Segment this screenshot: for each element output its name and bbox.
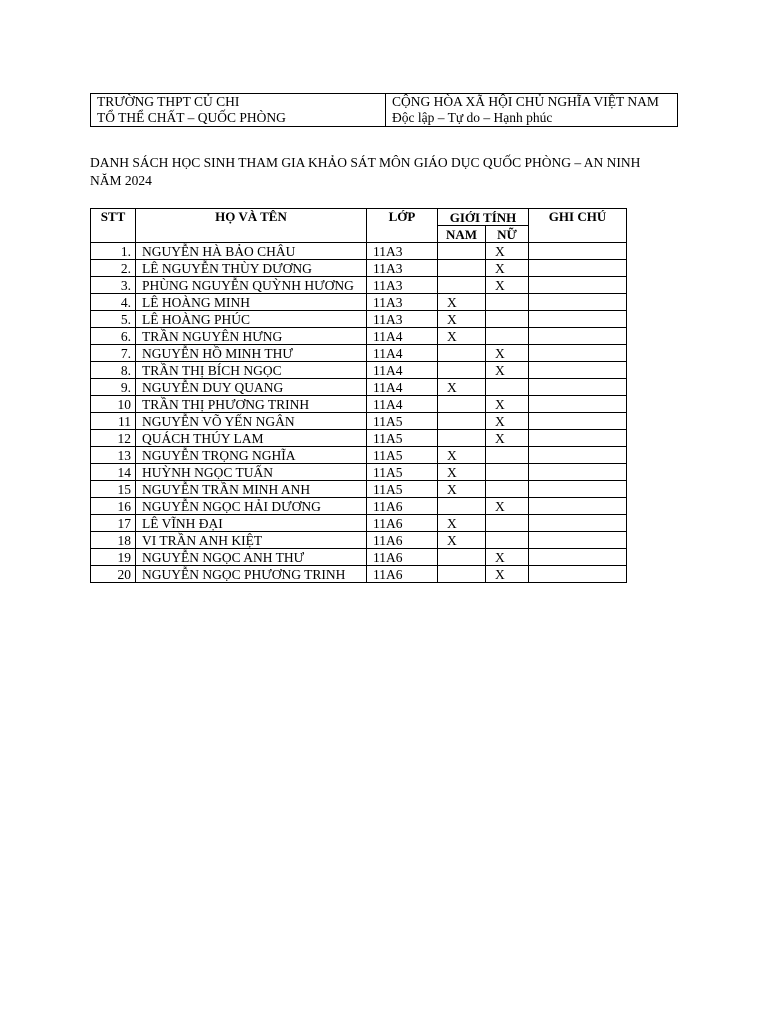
table-row — [91, 277, 627, 294]
row-male-mark — [438, 396, 486, 413]
row-class: 11A4 — [367, 328, 438, 345]
row-female-mark — [486, 328, 529, 345]
school-info — [91, 94, 386, 127]
row-stt: 8. — [91, 362, 136, 379]
table-row — [91, 481, 627, 498]
row-class: 11A4 — [367, 379, 438, 396]
row-class: 11A3 — [367, 294, 438, 311]
row-male-mark — [438, 243, 486, 260]
row-male-mark: X — [438, 532, 486, 549]
table-row — [91, 532, 627, 549]
row-name: NGUYỄN NGỌC HẢI DƯƠNG — [136, 498, 367, 515]
row-stt: 14 — [91, 464, 136, 481]
row-class: 11A6 — [367, 498, 438, 515]
row-female-mark: X — [486, 243, 529, 260]
table-row — [91, 362, 627, 379]
row-female-mark: X — [486, 362, 529, 379]
row-note — [529, 515, 627, 532]
row-class: 11A6 — [367, 515, 438, 532]
row-female-mark — [486, 447, 529, 464]
row-name: NGUYỄN HỒ MINH THƯ — [136, 345, 367, 362]
header-name: HỌ VÀ TÊN — [136, 209, 367, 243]
row-class: 11A4 — [367, 362, 438, 379]
row-class: 11A4 — [367, 396, 438, 413]
row-stt: 5. — [91, 311, 136, 328]
row-female-mark — [486, 532, 529, 549]
row-class: 11A3 — [367, 243, 438, 260]
table-row — [91, 396, 627, 413]
row-note — [529, 328, 627, 345]
row-stt: 9. — [91, 379, 136, 396]
row-stt: 2. — [91, 260, 136, 277]
row-class: 11A6 — [367, 532, 438, 549]
row-note — [529, 396, 627, 413]
row-note — [529, 413, 627, 430]
row-female-mark — [486, 464, 529, 481]
row-male-mark — [438, 277, 486, 294]
row-note — [529, 481, 627, 498]
row-female-mark: X — [486, 413, 529, 430]
row-male-mark: X — [438, 481, 486, 498]
national-motto — [386, 94, 678, 127]
row-note — [529, 260, 627, 277]
table-row — [91, 243, 627, 260]
table-row — [91, 566, 627, 583]
row-male-mark — [438, 549, 486, 566]
row-class: 11A3 — [367, 260, 438, 277]
row-note — [529, 379, 627, 396]
header-class: LỚP — [367, 209, 438, 243]
title-line-2: NĂM 2024 — [90, 173, 152, 188]
row-stt: 7. — [91, 345, 136, 362]
row-stt: 12 — [91, 430, 136, 447]
row-male-mark: X — [438, 328, 486, 345]
row-class: 11A5 — [367, 464, 438, 481]
row-female-mark — [486, 481, 529, 498]
row-name: NGUYỄN TRỌNG NGHĨA — [136, 447, 367, 464]
student-list-table — [90, 208, 627, 583]
row-name: VI TRẦN ANH KIỆT — [136, 532, 367, 549]
table-row — [91, 311, 627, 328]
row-stt: 11 — [91, 413, 136, 430]
motto: Độc lập – Tự do – Hạnh phúc — [392, 110, 553, 125]
row-name: NGUYỄN TRẦN MINH ANH — [136, 481, 367, 498]
row-female-mark: X — [486, 549, 529, 566]
row-male-mark — [438, 362, 486, 379]
student-rows — [91, 243, 627, 583]
document-header — [90, 93, 678, 127]
header-gender: GIỚI TÍNH — [438, 209, 529, 226]
row-note — [529, 498, 627, 515]
table-row — [91, 345, 627, 362]
header-stt: STT — [91, 209, 136, 243]
header-female: NỮ — [486, 226, 529, 243]
row-note — [529, 345, 627, 362]
row-stt: 20 — [91, 566, 136, 583]
document-title — [90, 154, 690, 190]
row-stt: 18 — [91, 532, 136, 549]
row-name: QUÁCH THÚY LAM — [136, 430, 367, 447]
row-female-mark: X — [486, 498, 529, 515]
row-female-mark — [486, 379, 529, 396]
row-note — [529, 362, 627, 379]
header-note: GHI CHÚ — [529, 209, 627, 243]
country-name: CỘNG HÒA XÃ HỘI CHỦ NGHĨA VIỆT NAM — [392, 94, 659, 109]
row-male-mark: X — [438, 294, 486, 311]
row-name: NGUYỄN HÀ BẢO CHÂU — [136, 243, 367, 260]
row-stt: 6. — [91, 328, 136, 345]
row-note — [529, 243, 627, 260]
row-class: 11A6 — [367, 566, 438, 583]
row-male-mark — [438, 345, 486, 362]
table-row — [91, 379, 627, 396]
row-name: NGUYỄN NGỌC ANH THƯ — [136, 549, 367, 566]
row-note — [529, 447, 627, 464]
row-name: TRẦN THỊ BÍCH NGỌC — [136, 362, 367, 379]
row-note — [529, 277, 627, 294]
table-row — [91, 260, 627, 277]
row-male-mark: X — [438, 311, 486, 328]
table-row — [91, 447, 627, 464]
row-stt: 3. — [91, 277, 136, 294]
table-row — [91, 430, 627, 447]
department-name: TỔ THỂ CHẤT – QUỐC PHÒNG — [97, 110, 286, 125]
table-row — [91, 515, 627, 532]
row-class: 11A5 — [367, 481, 438, 498]
row-female-mark — [486, 311, 529, 328]
table-row — [91, 498, 627, 515]
table-row — [91, 549, 627, 566]
row-note — [529, 294, 627, 311]
row-class: 11A6 — [367, 549, 438, 566]
row-name: NGUYỄN VÕ YẾN NGÂN — [136, 413, 367, 430]
header-male: NAM — [438, 226, 486, 243]
row-class: 11A4 — [367, 345, 438, 362]
row-female-mark: X — [486, 566, 529, 583]
row-note — [529, 464, 627, 481]
table-row — [91, 328, 627, 345]
school-name: TRƯỜNG THPT CỦ CHI — [97, 94, 240, 109]
row-female-mark — [486, 294, 529, 311]
row-stt: 10 — [91, 396, 136, 413]
row-female-mark: X — [486, 277, 529, 294]
row-name: NGUYỄN NGỌC PHƯƠNG TRINH — [136, 566, 367, 583]
row-female-mark: X — [486, 345, 529, 362]
row-class: 11A5 — [367, 447, 438, 464]
row-female-mark: X — [486, 260, 529, 277]
table-row — [91, 413, 627, 430]
row-note — [529, 549, 627, 566]
row-stt: 4. — [91, 294, 136, 311]
row-name: LÊ HOÀNG PHÚC — [136, 311, 367, 328]
row-male-mark — [438, 260, 486, 277]
row-female-mark: X — [486, 430, 529, 447]
row-note — [529, 311, 627, 328]
row-stt: 1. — [91, 243, 136, 260]
row-male-mark: X — [438, 379, 486, 396]
row-male-mark — [438, 498, 486, 515]
row-name: PHÙNG NGUYỄN QUỲNH HƯƠNG — [136, 277, 367, 294]
row-name: LÊ HOÀNG MINH — [136, 294, 367, 311]
row-note — [529, 430, 627, 447]
row-note — [529, 532, 627, 549]
row-class: 11A3 — [367, 277, 438, 294]
row-male-mark — [438, 566, 486, 583]
row-stt: 17 — [91, 515, 136, 532]
table-row — [91, 464, 627, 481]
row-class: 11A5 — [367, 413, 438, 430]
row-stt: 16 — [91, 498, 136, 515]
row-male-mark: X — [438, 447, 486, 464]
row-male-mark: X — [438, 515, 486, 532]
row-class: 11A5 — [367, 430, 438, 447]
row-female-mark — [486, 515, 529, 532]
row-male-mark — [438, 430, 486, 447]
row-name: NGUYỄN DUY QUANG — [136, 379, 367, 396]
row-stt: 15 — [91, 481, 136, 498]
row-male-mark: X — [438, 464, 486, 481]
row-stt: 13 — [91, 447, 136, 464]
table-row — [91, 294, 627, 311]
row-class: 11A3 — [367, 311, 438, 328]
row-name: LÊ NGUYỄN THÙY DƯƠNG — [136, 260, 367, 277]
title-line-1: DANH SÁCH HỌC SINH THAM GIA KHẢO SÁT MÔN GIÁO DỤC QUỐC PHÒNG – AN NINH — [90, 155, 641, 170]
row-female-mark: X — [486, 396, 529, 413]
row-name: TRẦN THỊ PHƯƠNG TRINH — [136, 396, 367, 413]
row-male-mark — [438, 413, 486, 430]
row-name: TRẦN NGUYÊN HƯNG — [136, 328, 367, 345]
row-name: LÊ VĨNH ĐẠI — [136, 515, 367, 532]
row-note — [529, 566, 627, 583]
row-stt: 19 — [91, 549, 136, 566]
row-name: HUỲNH NGỌC TUẤN — [136, 464, 367, 481]
